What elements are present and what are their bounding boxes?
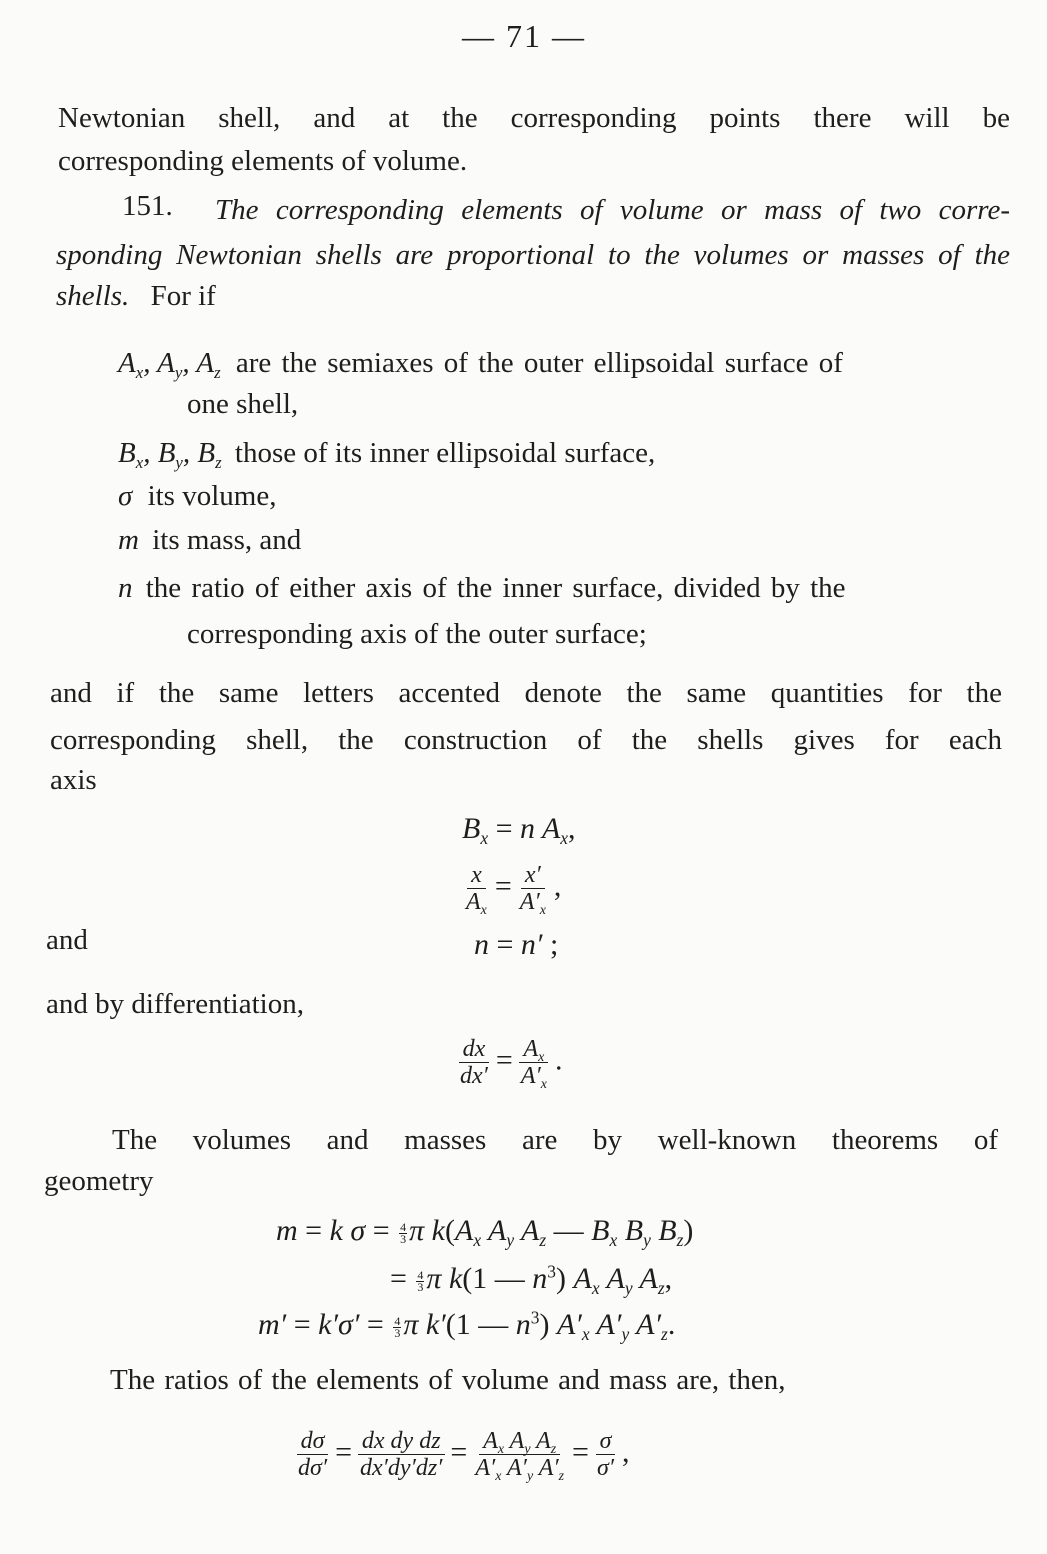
page-number: — 71 —	[462, 18, 586, 54]
def-n	[118, 570, 1002, 606]
def-a-symbols: $A_x$, $A_y$, $A_z$	[118, 347, 221, 382]
by-differentiation: and by differentiation,	[46, 988, 304, 1020]
def-a-text: are the semiaxes of the outer ellipsoidal surface of	[235, 347, 843, 379]
eq-ratios: $\frac{d\sigma}{d\sigma'}$ = $\frac{\text{dx dy dz}}{dx'dy'dz'}$ = $\frac{A_x A_y A_z}{A'_x A'_y A'_z}$ = $\frac{\sigma}{\sigma'}$ ,	[298, 1428, 630, 1484]
def-n-text: the ratio of either axis of the inner surface, divided by the	[145, 572, 846, 604]
def-a-cont: one shell,	[187, 388, 299, 420]
para3-line2: geometry	[44, 1165, 154, 1197]
def-m-text: its mass, and	[152, 524, 302, 556]
def-b	[118, 435, 655, 471]
def-b-symbols: $B_x$, $B_y$, $B_z$	[118, 437, 222, 472]
def-sigma	[118, 478, 276, 514]
eq-mass-2: = $\frac{4}{3}$ π k(1 — $n^3$) $A_x$ $A_y$ $A_z$,	[390, 1261, 673, 1299]
def-n-symbol: n	[118, 572, 133, 604]
para1-line2: corresponding elements of volume.	[58, 145, 468, 177]
prop-line3-roman: For if	[150, 280, 216, 312]
def-sigma-symbol: σ	[118, 480, 133, 512]
para1-line1: Newtonian shell, and at the corresponding points there will be	[58, 102, 1010, 134]
para2-line3: axis	[50, 764, 97, 796]
eq-bx: $B_x = n$ $A_x$,	[462, 812, 576, 849]
prop-number: 151.	[122, 190, 173, 222]
and-label: and	[46, 924, 88, 956]
para2-line2: corresponding shell, the construction of the shells gives for each	[50, 724, 1002, 756]
para4: The ratios of the elements of volume and mass are, then,	[110, 1364, 786, 1396]
prop-line1: The corresponding elements of volume or mass of two corre-	[215, 194, 1010, 226]
def-b-text: those of its inner ellipsoidal surface,	[234, 437, 656, 469]
prop-line3-italic: shells.	[56, 280, 130, 312]
para2-line1: and if the same letters accented denote the same quantities for the	[50, 677, 1002, 709]
eq-mass-prime: m′ = k′σ′ = $\frac{4}{3}$ π k′(1 — $n^3$) $A'_x$ $A'_y$ $A'_z$.	[258, 1307, 676, 1345]
def-sigma-text: its volume,	[147, 480, 277, 512]
def-a	[118, 345, 1008, 381]
para3-line1: The volumes and masses are by well-known theorems of	[112, 1124, 998, 1156]
eq-mass: m = k σ = $\frac{4}{3}$ π $k(A_x$ $A_y$ $A_z$ — $B_x$ $B_y$ $B_z$)	[276, 1214, 694, 1251]
prop-line3	[56, 278, 216, 314]
eq-n: n = n′ ;	[474, 928, 559, 961]
def-n-cont: corresponding axis of the outer surface;	[187, 618, 647, 650]
def-m-symbol: m	[118, 524, 139, 556]
prop-line2: sponding Newtonian shells are proportional to the volumes or masses of the	[56, 239, 1010, 271]
eq-x-ratio: $\frac{x}{A_x}$ = $\frac{x'}{A'_x}$ ,	[466, 862, 562, 918]
def-m	[118, 522, 301, 558]
eq-dx: $\frac{dx}{dx'}$ = $\frac{A_x}{A'_x}$ .	[460, 1036, 563, 1092]
